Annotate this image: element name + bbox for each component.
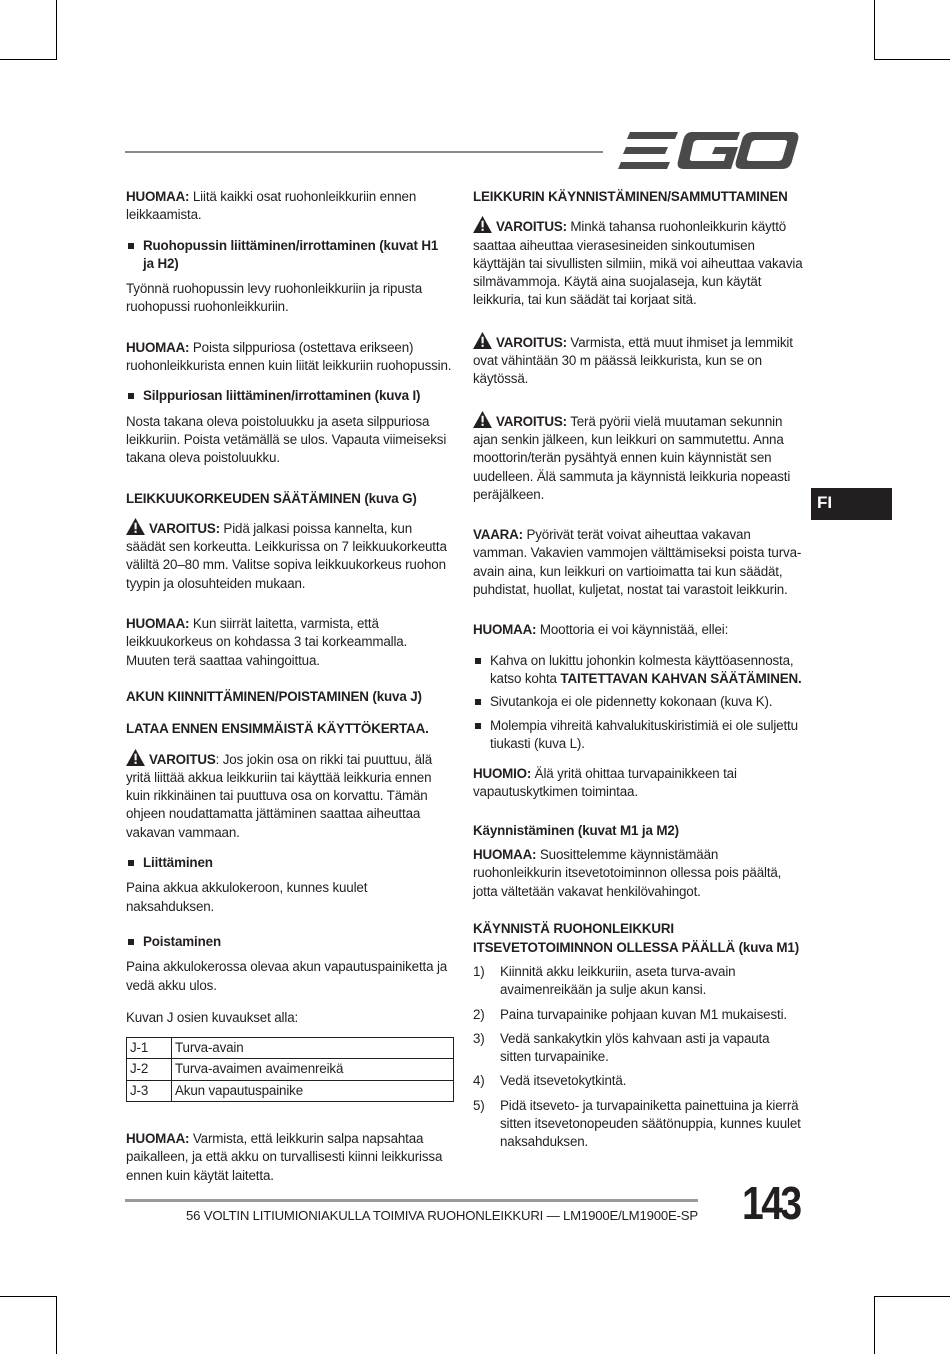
crop-mark bbox=[56, 1296, 57, 1354]
warning-paragraph bbox=[126, 749, 452, 842]
warning-label: VAROITUS: bbox=[496, 334, 567, 350]
section-heading: LEIKKURIN KÄYNNISTÄMINEN/SAMMUTTAMINEN bbox=[473, 189, 788, 204]
table-value: Akun vapautuspainike bbox=[172, 1080, 454, 1101]
warning-icon bbox=[126, 518, 145, 535]
table-row bbox=[127, 1038, 454, 1059]
note-text: Liitä kaikki osat ruohonleikkuriin ennen leikkaamista. bbox=[126, 189, 417, 223]
note-label: HUOMAA: bbox=[126, 339, 190, 355]
section-heading: LEIKKUUKORKEUDEN SÄÄTÄMINEN (kuva G) bbox=[126, 490, 417, 506]
step-text: Vedä sankakytkin ylös kahvaan asti ja vapauta sitten turvapainike. bbox=[500, 1030, 770, 1065]
note-text: Kun siirrät laitetta, varmista, että leikkuukorkeus on kohdassa 3 tai korkeammalla. Muuten terä saattaa vahingoittua. bbox=[126, 616, 408, 668]
condition-list bbox=[473, 652, 803, 753]
warning-text: Varmista, että muut ihmiset ja lemmikit ovat vähintään 30 m päässä leikkurista, kun se on käytössä. bbox=[473, 334, 793, 387]
crop-mark bbox=[0, 1296, 57, 1297]
note-text: Poista silppuriosa (ostettava erikseen) ruohonleikkurista ennen kuin liität leikkuriin ruohopussin. bbox=[126, 339, 452, 374]
list-item-ref: TAITETTAVAN KAHVAN SÄÄTÄMINEN. bbox=[560, 670, 802, 686]
crop-mark bbox=[874, 0, 875, 60]
step-item bbox=[473, 1006, 803, 1024]
note-text: Varmista, että leikkurin salpa napsahtaa paikalleen, ja että akku on turvallisesti kiinni leikkurissa ennen kuin käytät laitetta. bbox=[126, 1130, 443, 1183]
body-paragraph: Työnnä ruohopussin levy ruohonleikkuriin ja ripusta ruohopussi ruohonleikkuriin. bbox=[126, 281, 423, 315]
list-item bbox=[473, 652, 803, 689]
bullet-heading: Liittäminen bbox=[126, 854, 452, 872]
warning-text: Terä pyörii vielä muutaman sekunnin ajan senkin jälkeen, kun leikkuri on sammutettu. Anna moottorin/terän pysähtyä ennen kuin käynnistät sen uudelleen. Älä sammuta ja käynnistä leikkuria nopeasti peräjälkeen. bbox=[473, 413, 791, 502]
step-text: Pidä itseveto- ja turvapainiketta painettuina ja kierrä sitten itsevetonopeuden säätönuppia, kunnes kuulet naksahduksen. bbox=[500, 1097, 801, 1150]
footer-rule bbox=[125, 1199, 698, 1202]
step-number: 1) bbox=[473, 963, 485, 979]
note-paragraph bbox=[126, 1130, 452, 1185]
warning-paragraph bbox=[473, 411, 803, 504]
warning-icon bbox=[473, 332, 492, 349]
note-paragraph bbox=[126, 188, 452, 225]
body-paragraph: Paina akkua akkulokeroon, kunnes kuulet naksahduksen. bbox=[126, 880, 368, 914]
note-paragraph bbox=[126, 615, 452, 670]
step-number: 4) bbox=[473, 1073, 485, 1089]
danger-label: VAARA: bbox=[473, 527, 523, 543]
crop-mark bbox=[874, 1296, 875, 1354]
section-heading: Käynnistäminen (kuvat M1 ja M2) bbox=[473, 822, 679, 838]
step-item bbox=[473, 1072, 803, 1090]
table-intro: Kuvan J osien kuvaukset alla: bbox=[126, 1009, 299, 1025]
section-heading: KÄYNNISTÄ RUOHONLEIKKURI ITSEVETOTOIMINNON OLLESSA PÄÄLLÄ (kuva M1) bbox=[473, 920, 800, 955]
parts-table bbox=[126, 1037, 454, 1102]
list-item bbox=[473, 717, 803, 754]
table-value: Turva-avaimen avaimenreikä bbox=[172, 1059, 454, 1080]
note-text: Suosittelemme käynnistämään ruohonleikkurin itsevetotoiminnon ollessa pois päältä, jotta vältetään vakavat henkilövahingot. bbox=[473, 847, 782, 899]
warning-paragraph bbox=[473, 216, 803, 309]
footer-title: 56 VOLTIN LITIUMIONIAKULLA TOIMIVA RUOHONLEIKKURI — LM1900E/LM1900E-SP bbox=[186, 1208, 698, 1223]
note-paragraph bbox=[473, 846, 803, 901]
list-item-text: Molempia vihreitä kahvalukituskiristimiä ei ole suljettu tiukasti (kuva L). bbox=[490, 717, 798, 751]
step-text: Kiinnitä akku leikkuriin, aseta turva-avain avaimenreikään ja sulje akun kansi. bbox=[500, 963, 736, 998]
warning-label: VAROITUS: bbox=[149, 520, 220, 536]
warning-paragraph bbox=[473, 332, 803, 389]
step-text: Paina turvapainike pohjaan kuvan M1 mukaisesti. bbox=[500, 1006, 787, 1022]
step-number: 3) bbox=[473, 1030, 485, 1046]
language-tab-label: FI bbox=[817, 493, 833, 512]
table-value: Turva-avain bbox=[172, 1038, 454, 1059]
body-paragraph: Nosta takana oleva poistoluukku ja aseta silppuriosa leikkuriin. Poista vetämällä se ulos. Vapauta viimeiseksi takana oleva poistoluukku. bbox=[126, 413, 447, 466]
ego-logo bbox=[616, 128, 800, 174]
step-number: 2) bbox=[473, 1006, 485, 1022]
steps-list bbox=[473, 963, 803, 1152]
warning-icon bbox=[473, 411, 492, 428]
list-item-text: Kahva on lukittu johonkin kolmesta käyttöasennosta, katso kohta bbox=[490, 652, 794, 686]
note-paragraph bbox=[473, 621, 803, 639]
note-label: HUOMAA: bbox=[126, 1130, 190, 1146]
step-item bbox=[473, 1097, 803, 1152]
left-column bbox=[126, 188, 452, 1197]
step-number: 5) bbox=[473, 1097, 485, 1113]
danger-text: Pyörivät terät voivat aiheuttaa vakavan vamman. Vakavien vammojen välttämiseksi poista turva-avain aina, kun leikkuri on vartioimatta tai kun säädät, puhdistat, huollat, kuljetat, nostat tai varastoit leikkurin. bbox=[473, 527, 802, 598]
note-label: HUOMAA: bbox=[473, 622, 537, 638]
crop-mark bbox=[56, 0, 57, 60]
note-paragraph bbox=[473, 765, 803, 802]
note-label: HUOMIO: bbox=[473, 766, 532, 782]
bullet-heading: Ruohopussin liittäminen/irrottaminen (kuvat H1 ja H2) bbox=[126, 237, 452, 274]
crop-mark bbox=[0, 59, 57, 60]
body-paragraph: Paina akkulokerossa olevaa akun vapautuspainiketta ja vedä akku ulos. bbox=[126, 959, 448, 993]
warning-text: : Jos jokin osa on rikki tai puuttuu, älä yritä liittää akkua leikkuriin tai käyttää leikkuria ennen kuin rikkinäinen tai puuttuva osa on korvattu. Tämän ohjeen noudattamatta jättäminen saattaa aiheuttaa vakavan vammaan. bbox=[126, 751, 433, 840]
warning-label: VAROITUS: bbox=[496, 219, 567, 235]
note-paragraph bbox=[126, 339, 452, 376]
danger-paragraph bbox=[473, 526, 803, 599]
step-item bbox=[473, 963, 803, 1000]
step-item bbox=[473, 1030, 803, 1067]
header-rule bbox=[125, 151, 603, 153]
crop-mark bbox=[874, 59, 950, 60]
note-text: Älä yritä ohittaa turvapainikkeen tai vapautuskytkimen toimintaa. bbox=[473, 766, 737, 800]
table-row bbox=[127, 1059, 454, 1080]
table-row bbox=[127, 1080, 454, 1101]
note-label: HUOMAA: bbox=[473, 847, 537, 863]
step-text: Vedä itsevetokytkintä. bbox=[500, 1073, 627, 1089]
table-key: J-1 bbox=[127, 1038, 172, 1059]
note-text: Moottoria ei voi käynnistää, ellei: bbox=[536, 622, 729, 638]
bullet-heading: Silppuriosan liittäminen/irrottaminen (kuva I) bbox=[126, 387, 452, 405]
right-column bbox=[473, 188, 803, 1158]
warning-label: VAROITUS: bbox=[496, 413, 567, 429]
crop-mark bbox=[874, 1296, 950, 1297]
table-key: J-2 bbox=[127, 1059, 172, 1080]
section-heading: LATAA ENNEN ENSIMMÄISTÄ KÄYTTÖKERTAA. bbox=[126, 721, 429, 737]
warning-icon bbox=[126, 749, 145, 766]
section-heading: AKUN KIINNITTÄMINEN/POISTAMINEN (kuva J) bbox=[126, 688, 422, 704]
language-tab bbox=[811, 488, 892, 520]
page-number: 143 bbox=[742, 1177, 800, 1229]
warning-paragraph bbox=[126, 518, 452, 593]
warning-label: VAROITUS bbox=[149, 751, 216, 767]
warning-icon bbox=[473, 216, 492, 233]
list-item bbox=[473, 693, 803, 711]
note-label: HUOMAA: bbox=[126, 616, 190, 632]
bullet-heading: Poistaminen bbox=[126, 933, 452, 951]
list-item-text: Sivutankoja ei ole pidennetty kokonaan (kuva K). bbox=[490, 694, 773, 710]
note-label: HUOMAA: bbox=[126, 189, 190, 204]
table-key: J-3 bbox=[127, 1080, 172, 1101]
warning-text: Minkä tahansa ruohonleikkurin käyttö saattaa aiheuttaa vierasesineiden sinkoutumisen käyttäjän tai sivullisten silmiin, mikä voi aiheuttaa vakavia silmävammoja. Käytä aina suojalaseja, kun käytät leikkuria, tai kun säädät tai korjaat sitä. bbox=[473, 219, 803, 308]
warning-text: Pidä jalkasi poissa kannelta, kun säädät sen korkeutta. Leikkurissa on 7 leikkuukorkeutta väliltä 20–80 mm. Valitse sopiva leikkuukorkeus ruohon tyypin ja olosuhteiden mukaan. bbox=[126, 520, 447, 591]
